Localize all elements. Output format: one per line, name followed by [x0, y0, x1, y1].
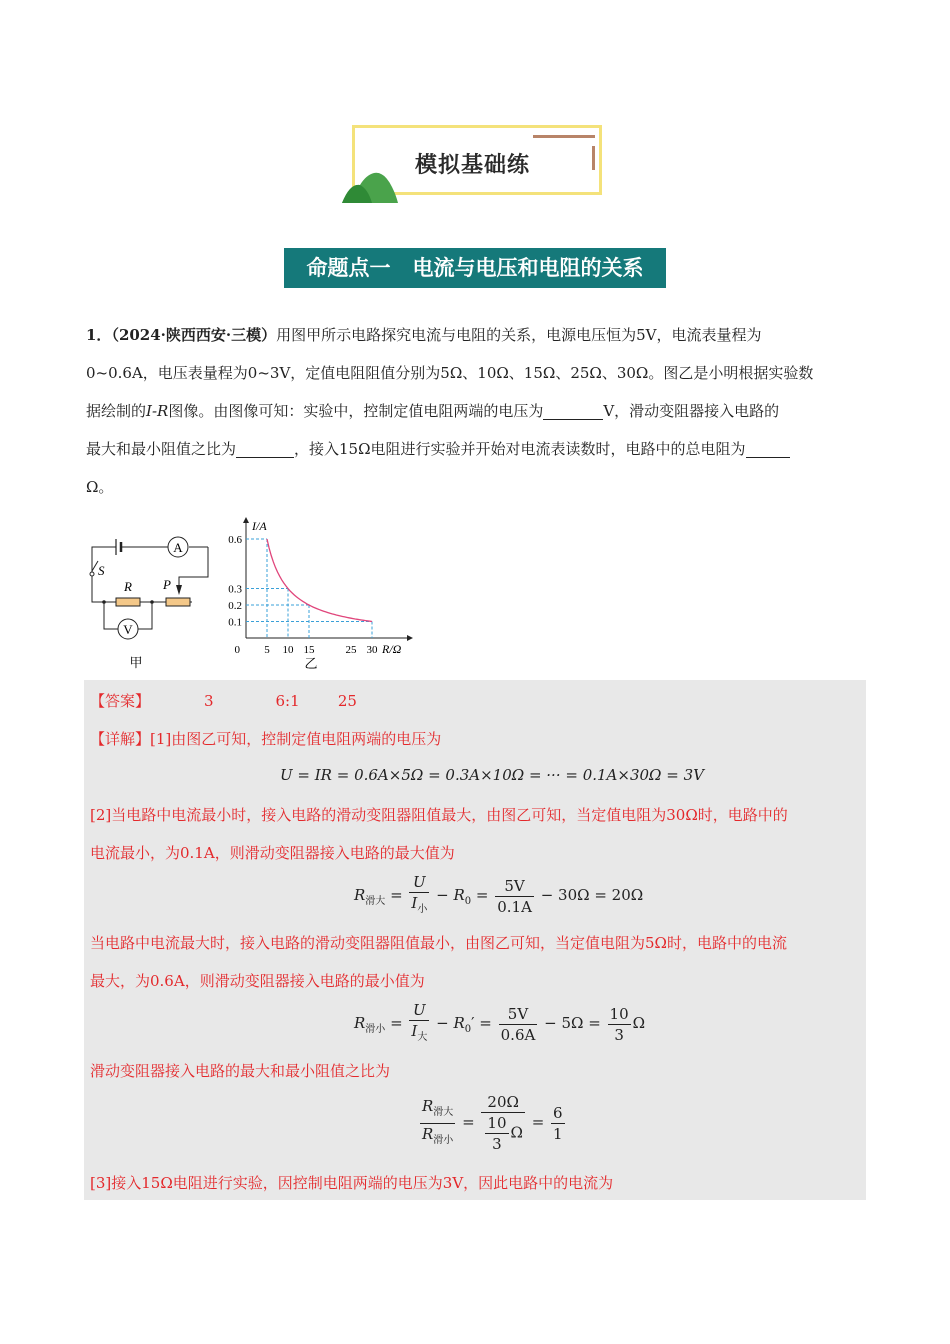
answer-value: 3: [204, 692, 214, 710]
y-tick-label: 0.6: [228, 534, 242, 546]
question-text: 1．（2024·陕西西安·三模）用图甲所示电路探究电流与电阻的关系，电源电压恒为5V，电流表量程为 0~0.6A，电压表量程为0~3V，定值电阻阻值分别为5Ω、10Ω、15Ω、25Ω、30Ω。图乙是小明根据实验数 据绘制的I-R图像。由图像可知：实验中，控制定值电阻两端的电压为 V，滑动变阻器接入电路的 最大和最小阻值之比为 ，接入15Ω电阻进行实验并开始对电流表读数时，电路中的总电阻为 Ω。: [86, 326, 814, 496]
detail-line: 【详解】[1]由图乙可知，控制定值电阻两端的电压为: [90, 730, 442, 748]
detail-line: 当电路中电流最大时，接入电路的滑动变阻器阻值最小，由图乙可知，当定值电阻为5Ω时，电路中的电流: [90, 934, 787, 952]
resistor-label: R: [124, 579, 132, 594]
x-axis-arrow: [407, 635, 413, 641]
answer-blank[interactable]: [543, 399, 603, 420]
origin-label: 0: [234, 644, 240, 656]
x-tick-label: 10: [282, 644, 294, 656]
y-axis-arrow: [243, 517, 249, 523]
x-tick-label: 5: [264, 644, 270, 656]
series-line: [267, 539, 372, 622]
y-tick-label: 0.1: [228, 616, 242, 629]
slider-label: P: [163, 577, 171, 592]
answer-line: 【答案】 3 6:1 25: [90, 690, 382, 711]
formula-rmax: $R_{滑大}$ = $\frac{U}{I_小}$ − $R_0$ = $\frac{5V}{0.1A}$ − 30Ω = 20Ω: [354, 873, 644, 916]
i-r-graph: [222, 515, 417, 675]
answer-value: 25: [337, 692, 357, 710]
x-tick-label: 15: [303, 644, 315, 656]
answer-panel: [84, 680, 866, 1200]
circuit-caption: 甲: [129, 655, 143, 670]
ammeter-label: A: [173, 540, 183, 555]
x-axis-label: R/Ω: [382, 642, 402, 656]
question-source: （2024·陕西西安·三模）: [111, 326, 277, 344]
banner-decoration-line: [533, 135, 595, 138]
banner-title: 模拟基础练: [415, 153, 531, 178]
x-tick-label: 30: [366, 644, 378, 656]
voltmeter-label: V: [123, 622, 133, 637]
section-title: 命题点一 电流与电压和电阻的关系: [284, 248, 666, 288]
answer-blank[interactable]: [236, 437, 294, 458]
detail-line: 滑动变阻器接入电路的最大和最小阻值之比为: [90, 1062, 391, 1080]
switch-label: S: [98, 563, 105, 578]
formula-ratio: $\frac{R_{滑大}}{R_{滑小}}$ = 20Ω $\frac{10}{3}$ Ω = $\frac{6}{1}$: [422, 1093, 563, 1153]
detail-line: 最大，为0.6A，则滑动变阻器接入电路的最小值为: [90, 972, 425, 990]
banner-decoration-line: [592, 146, 595, 170]
circuit-diagram: [86, 525, 216, 675]
formula-rmin: $R_{滑小}$ = $\frac{U}{I_大}$ − $R_0'$ = $\frac{5V}{0.6A}$ − 5Ω = $\frac{10}{3}$ Ω: [354, 1001, 646, 1044]
x-tick-label: 25: [345, 644, 357, 656]
answer-blank[interactable]: [746, 437, 790, 458]
y-axis-label: I/A: [252, 519, 267, 533]
graph-caption: 乙: [304, 656, 318, 671]
y-tick-label: 0.2: [228, 600, 242, 612]
formula-voltage: U = IR = 0.6A×5Ω = 0.3A×10Ω = ··· = 0.1A×30Ω = 3V: [280, 766, 704, 784]
y-tick-label: 0.3: [228, 583, 242, 596]
detail-line: [2]当电路中电流最小时，接入电路的滑动变阻器阻值最大，由图乙可知，当定值电阻为30Ω时，电路中的: [90, 806, 788, 824]
question-number: 1．: [86, 326, 112, 344]
mountain-icon: [340, 165, 400, 205]
detail-line: 电流最小，为0.1A，则滑动变阻器接入电路的最大值为: [90, 844, 455, 862]
detail-line: [3]接入15Ω电阻进行实验，因控制电阻两端的电压为3V，因此电路中的电流为: [90, 1174, 614, 1192]
answer-value: 6:1: [275, 692, 300, 710]
